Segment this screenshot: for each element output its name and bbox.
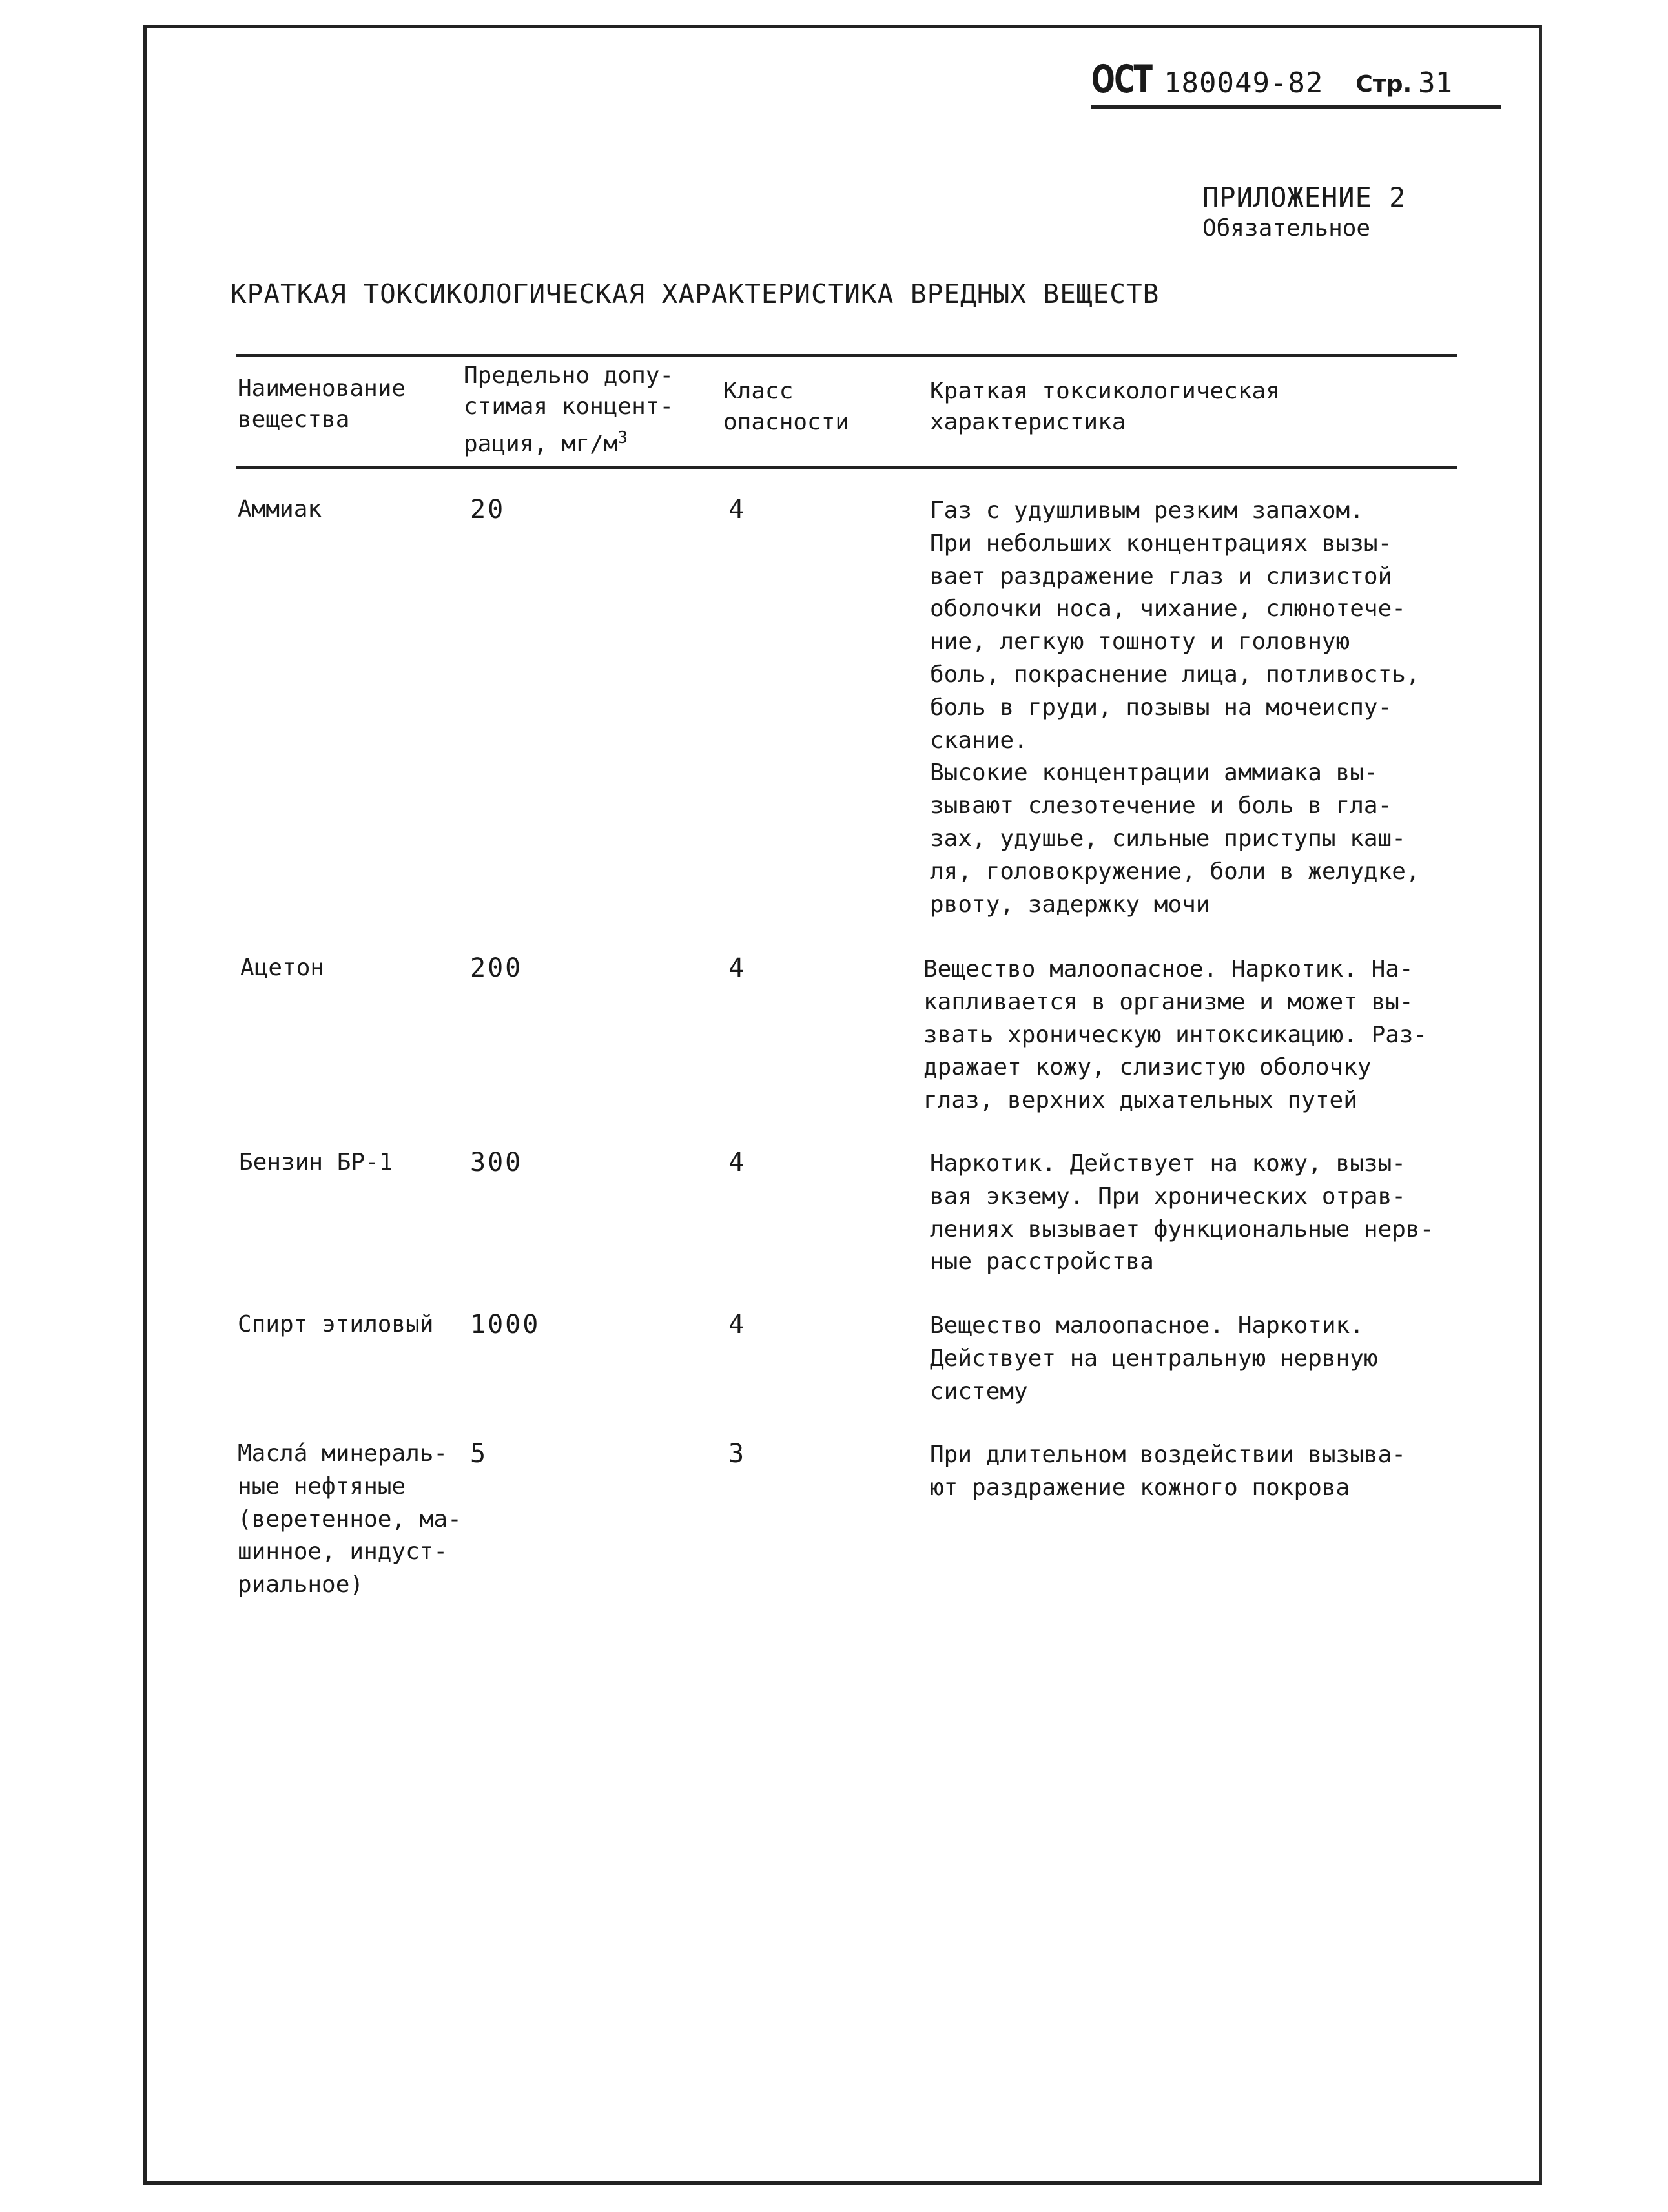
- table-cell-class: 4: [728, 1310, 746, 1339]
- header-name: Наименование вещества: [238, 375, 406, 433]
- table-cell-mac: 300: [470, 1148, 523, 1177]
- table-cell-mac: 200: [470, 953, 523, 983]
- header-description: Краткая токсикологическая характеристика: [930, 378, 1280, 435]
- table-cell-name: Ацетон: [240, 955, 325, 981]
- standard-mark: ОСТ: [1091, 57, 1152, 102]
- table-top-rule: [236, 354, 1457, 357]
- appendix-title: ПРИЛОЖЕНИЕ 2: [1202, 181, 1406, 213]
- table-cell-name: Аммиак: [238, 496, 322, 522]
- table-cell-class: 3: [728, 1439, 746, 1469]
- table-cell-mac: 20: [470, 495, 506, 524]
- table-cell-name: Маслá минераль- ные нефтяные (веретенное, ма- шинное, индуст- риальное): [238, 1440, 462, 1598]
- document-stamp: [1091, 59, 1501, 109]
- table-cell-description: При длительном воздействии вызыва- ют раздражение кожного покрова: [930, 1442, 1406, 1501]
- header-mac-unit-exponent: 3: [617, 428, 628, 448]
- header-class: Класс опасности: [723, 378, 850, 435]
- table-cell-class: 4: [728, 953, 746, 983]
- page-title: КРАТКАЯ ТОКСИКОЛОГИЧЕСКАЯ ХАРАКТЕРИСТИКА ВРЕДНЫХ ВЕЩЕСТВ: [231, 278, 1160, 309]
- appendix-subtitle: Обязательное: [1202, 215, 1371, 242]
- table-cell-description: Вещество малоопасное. Наркотик. Действует на центральную нервную систему: [930, 1312, 1378, 1405]
- document-number: 180049-82: [1164, 67, 1324, 99]
- page-number: 31: [1418, 67, 1453, 99]
- table-cell-mac: 1000: [470, 1310, 541, 1339]
- table-cell-class: 4: [728, 1148, 746, 1177]
- page-label: Стр.: [1355, 71, 1412, 98]
- table-cell-description: Газ с удушливым резким запахом. При небольших концентрациях вызы- вает раздражение глаз и слизистой оболочки носа, чихание, слюнотече- ние, легкую тошноту и головную боль, покраснение лица, потливость, боль в груди, позывы на мочеиспу- скание. Высокие концентрации аммиака вы- зывают слезотечение и боль в гла- зах, удушье, сильные приступы каш- ля, головокружение, боли в желудке, рвоту, задержку мочи: [930, 497, 1420, 918]
- table-cell-description: Наркотик. Действует на кожу, вызы- вая экзему. При хронических отрав- лениях вызывает функциональные нерв- ные расстройства: [930, 1150, 1434, 1276]
- table-cell-name: Спирт этиловый: [238, 1311, 434, 1338]
- table-cell-class: 4: [728, 495, 746, 524]
- table-cell-mac: 5: [470, 1439, 488, 1469]
- header-mac: [464, 360, 674, 460]
- header-mac-text: Предельно допу- стимая концент- рация, мг/м: [464, 362, 674, 457]
- table-cell-description: Вещество малоопасное. Наркотик. На- капливается в организме и может вы- звать хроническую интоксикацию. Раз- дражает кожу, слизистую оболочку глаз, верхних дыхательных путей: [923, 956, 1428, 1114]
- table-header-rule: [236, 466, 1457, 469]
- table-cell-name: Бензин БР-1: [239, 1149, 393, 1175]
